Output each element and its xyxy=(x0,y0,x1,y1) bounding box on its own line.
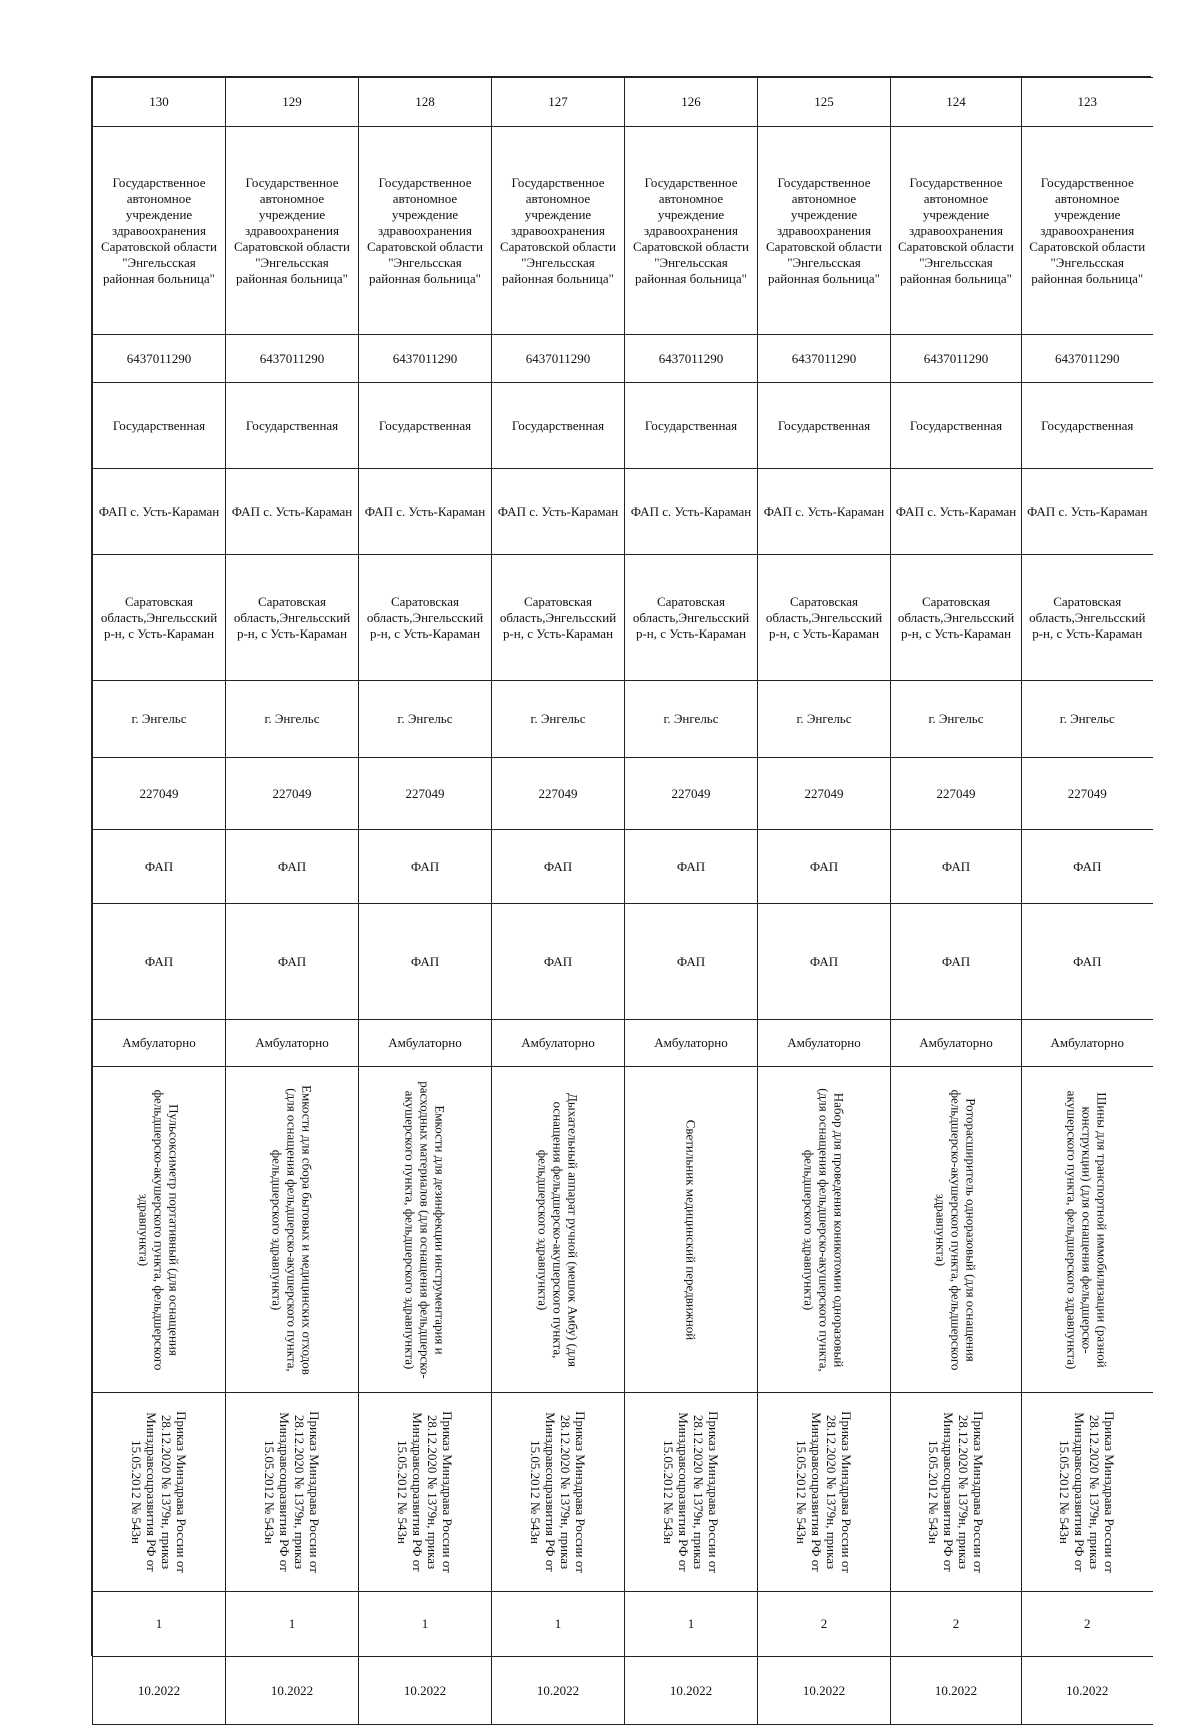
row-ownership-text: Государственная xyxy=(245,417,339,433)
row-unit-cell xyxy=(359,469,492,555)
row-date-cell xyxy=(1022,1657,1153,1725)
row-number-text: 127 xyxy=(548,94,568,109)
row-order-text: Приказ Минздрава России от 28.12.2020 № 1379н, приказ Минздравсоцразвития РФ от 15.05.2012 № 543н xyxy=(395,1411,455,1573)
row-date-cell xyxy=(93,1657,226,1725)
row-order-text: Приказ Минздрава России от 28.12.2020 № 1379н, приказ Минздравсоцразвития РФ от 15.05.2012 № 543н xyxy=(262,1411,322,1573)
row-date-text: 10.2022 xyxy=(137,1682,181,1698)
row-quantity-cell xyxy=(93,1592,226,1657)
row-city-text: г. Энгельс xyxy=(397,711,453,726)
row-ownership-cell xyxy=(93,383,226,469)
row-item-text: Шины для транспортной иммобилизации (разной конструкции) (для оснащения фельдшерско-акушерского пункта, фельдшерского здравпункта) xyxy=(1064,1090,1110,1369)
row-quantity-text: 1 xyxy=(421,1616,429,1631)
row-code-text: 227049 xyxy=(671,785,711,801)
row-ownership-text: Государственная xyxy=(112,417,206,433)
row-type-2-text: ФАП xyxy=(543,953,573,969)
row-quantity-cell xyxy=(758,1592,891,1657)
row-type-2-cell xyxy=(1022,904,1153,1020)
row-unit-text: ФАП с. Усть-Караман xyxy=(630,503,752,519)
row-type-2-cell xyxy=(758,904,891,1020)
row-organization-cell xyxy=(492,127,625,335)
row-order-text: Приказ Минздрава России от 28.12.2020 № 1379н, приказ Минздравсоцразвития РФ от 15.05.2012 № 543н xyxy=(661,1411,721,1573)
row-type-1-text: ФАП xyxy=(144,858,174,874)
row-number-cell xyxy=(1022,78,1153,127)
row-care-text: Амбулаторно xyxy=(787,1035,861,1050)
row-date xyxy=(93,1657,1153,1725)
row-care-text: Амбулаторно xyxy=(122,1035,196,1050)
row-code-text: 227049 xyxy=(1067,785,1107,801)
row-type-2-cell xyxy=(226,904,359,1020)
row-code-cell xyxy=(93,758,226,830)
row-item-cell xyxy=(226,1067,359,1393)
row-order-text: Приказ Минздрава России от 28.12.2020 № 1379н, приказ Минздравсоцразвития РФ от 15.05.2012 № 543н xyxy=(528,1411,588,1573)
row-number-text: 123 xyxy=(1077,94,1097,109)
row-organization-text: Государственное автономное учреждение здравоохранения Саратовской области "Энгельсская районная больница" xyxy=(765,174,883,286)
row-care-cell xyxy=(1022,1020,1153,1067)
row-item-cell xyxy=(1022,1067,1153,1393)
row-type-1-text: ФАП xyxy=(941,858,971,874)
row-address-cell xyxy=(226,555,359,681)
row-item-cell xyxy=(758,1067,891,1393)
row-city-text: г. Энгельс xyxy=(663,711,719,726)
row-inn-cell xyxy=(625,335,758,383)
row-type-2-cell xyxy=(492,904,625,1020)
row-city-text: г. Энгельс xyxy=(264,711,320,726)
row-type-2-text: ФАП xyxy=(676,953,706,969)
row-item-text: Емкости для сбора бытовых и медицинских отходов (для оснащения фельдшерско-акушерского пункта, фельдшерского здравпункта) xyxy=(269,1084,315,1375)
row-care-cell xyxy=(758,1020,891,1067)
row-organization-cell xyxy=(758,127,891,335)
row-order-cell xyxy=(891,1393,1022,1592)
row-care-text: Амбулаторно xyxy=(654,1035,728,1050)
row-date-cell xyxy=(492,1657,625,1725)
row-ownership-cell xyxy=(758,383,891,469)
row-quantity-cell xyxy=(359,1592,492,1657)
row-ownership-cell xyxy=(226,383,359,469)
row-ownership-cell xyxy=(625,383,758,469)
row-inn-cell xyxy=(492,335,625,383)
row-order-text: Приказ Минздрава России от 28.12.2020 № 1379н, приказ Минздравсоцразвития РФ от 15.05.2012 № 543н xyxy=(129,1411,189,1573)
row-order-cell xyxy=(1022,1393,1153,1592)
row-ownership-cell xyxy=(359,383,492,469)
row-number xyxy=(93,78,1153,127)
row-city-cell xyxy=(492,681,625,758)
row-inn-text: 6437011290 xyxy=(392,350,458,366)
row-type-2 xyxy=(93,904,1153,1020)
row-code-cell xyxy=(1022,758,1153,830)
row-address-text: Саратовская область,Энгельсский р-н, с Усть-Караман xyxy=(100,593,218,641)
row-address-text: Саратовская область,Энгельсский р-н, с Усть-Караман xyxy=(632,593,750,641)
row-inn-cell xyxy=(359,335,492,383)
row-quantity xyxy=(93,1592,1153,1657)
row-organization-text: Государственное автономное учреждение здравоохранения Саратовской области "Энгельсская районная больница" xyxy=(1029,174,1146,286)
row-unit-cell xyxy=(625,469,758,555)
row-type-2-text: ФАП xyxy=(277,953,307,969)
row-order-cell xyxy=(625,1393,758,1592)
row-organization-cell xyxy=(891,127,1022,335)
row-type-2-text: ФАП xyxy=(809,953,839,969)
row-address-cell xyxy=(492,555,625,681)
row-city-text: г. Энгельс xyxy=(1059,711,1115,726)
row-order-text: Приказ Минздрава России от 28.12.2020 № 1379н, приказ Минздравсоцразвития РФ от 15.05.2012 № 543н xyxy=(926,1411,986,1573)
row-item-text: Пульсоксиметр портативный (для оснащения фельдшерско-акушерского пункта, фельдшерского здравпункта) xyxy=(136,1089,182,1370)
row-care-text: Амбулаторно xyxy=(919,1035,993,1050)
row-inn-text: 6437011290 xyxy=(259,350,325,366)
row-unit-text: ФАП с. Усть-Караман xyxy=(763,503,885,519)
row-address-text: Саратовская область,Энгельсский р-н, с Усть-Караман xyxy=(765,593,883,641)
row-inn-text: 6437011290 xyxy=(126,350,192,366)
row-quantity-text: 2 xyxy=(1084,1616,1091,1631)
row-care xyxy=(93,1020,1153,1067)
row-type-1-cell xyxy=(492,830,625,904)
row-ownership-text: Государственная xyxy=(777,417,871,433)
row-date-text: 10.2022 xyxy=(536,1682,580,1698)
row-ownership-text: Государственная xyxy=(644,417,738,433)
row-unit-cell xyxy=(492,469,625,555)
row-code-cell xyxy=(359,758,492,830)
row-quantity-text: 1 xyxy=(155,1616,163,1631)
row-inn-text: 6437011290 xyxy=(1054,350,1120,366)
row-organization-text: Государственное автономное учреждение здравоохранения Саратовской области "Энгельсская районная больница" xyxy=(100,174,218,286)
row-item-cell xyxy=(359,1067,492,1393)
row-type-2-text: ФАП xyxy=(941,953,971,969)
row-inn-text: 6437011290 xyxy=(923,350,989,366)
row-code-text: 227049 xyxy=(936,785,976,801)
row-care-cell xyxy=(93,1020,226,1067)
row-unit-cell xyxy=(891,469,1022,555)
row-care-text: Амбулаторно xyxy=(255,1035,329,1050)
row-care-text: Амбулаторно xyxy=(521,1035,595,1050)
row-care-text: Амбулаторно xyxy=(1050,1035,1125,1050)
row-number-text: 130 xyxy=(149,94,169,109)
row-item-cell xyxy=(93,1067,226,1393)
row-order-text: Приказ Минздрава России от 28.12.2020 № 1379н, приказ Минздравсоцразвития РФ от 15.05.2012 № 543н xyxy=(1057,1411,1118,1573)
row-inn xyxy=(93,335,1153,383)
row-code-cell xyxy=(226,758,359,830)
row-organization-cell xyxy=(359,127,492,335)
row-number-cell xyxy=(492,78,625,127)
row-date-cell xyxy=(359,1657,492,1725)
row-inn-cell xyxy=(891,335,1022,383)
row-quantity-text: 2 xyxy=(820,1616,828,1631)
row-number-text: 126 xyxy=(681,94,701,109)
row-care-cell xyxy=(625,1020,758,1067)
row-date-text: 10.2022 xyxy=(934,1682,978,1698)
row-unit-text: ФАП с. Усть-Караман xyxy=(1026,503,1148,519)
row-inn-cell xyxy=(1022,335,1153,383)
row-city xyxy=(93,681,1153,758)
row-type-1 xyxy=(93,830,1153,904)
row-type-2-text: ФАП xyxy=(410,953,440,969)
row-ownership-text: Государственная xyxy=(1041,417,1134,433)
row-address-cell xyxy=(758,555,891,681)
row-number-cell xyxy=(359,78,492,127)
row-inn-text: 6437011290 xyxy=(525,350,591,366)
row-code-text: 227049 xyxy=(538,785,578,801)
row-organization-text: Государственное автономное учреждение здравоохранения Саратовской области "Энгельсская районная больница" xyxy=(233,174,351,286)
row-care-cell xyxy=(492,1020,625,1067)
row-type-1-text: ФАП xyxy=(543,858,573,874)
row-city-cell xyxy=(359,681,492,758)
row-number-cell xyxy=(226,78,359,127)
row-date-cell xyxy=(891,1657,1022,1725)
row-code-text: 227049 xyxy=(272,785,312,801)
row-organization-cell xyxy=(1022,127,1153,335)
row-ownership-text: Государственная xyxy=(909,417,1003,433)
row-city-cell xyxy=(93,681,226,758)
row-code-text: 227049 xyxy=(139,785,179,801)
row-order-text: Приказ Минздрава России от 28.12.2020 № 1379н, приказ Минздравсоцразвития РФ от 15.05.2012 № 543н xyxy=(794,1411,854,1573)
row-type-1-cell xyxy=(359,830,492,904)
row-item-cell xyxy=(625,1067,758,1393)
row-type-1-text: ФАП xyxy=(1073,858,1102,874)
row-address-text: Саратовская область,Энгельсский р-н, с Усть-Караман xyxy=(499,593,617,641)
row-quantity-cell xyxy=(226,1592,359,1657)
row-number-text: 129 xyxy=(282,94,302,109)
row-organization xyxy=(93,127,1153,335)
row-type-1-text: ФАП xyxy=(277,858,307,874)
row-organization-cell xyxy=(226,127,359,335)
row-item-text: Роторасширитель одноразовый (для оснащения фельдшерско-акушерского пункта, фельдшерского здравпункта) xyxy=(933,1089,979,1370)
row-code-cell xyxy=(891,758,1022,830)
document-sheet xyxy=(91,76,1151,1698)
row-ownership-cell xyxy=(1022,383,1153,469)
row-city-cell xyxy=(891,681,1022,758)
row-order-cell xyxy=(758,1393,891,1592)
row-date-text: 10.2022 xyxy=(403,1682,447,1698)
row-inn-text: 6437011290 xyxy=(791,350,857,366)
row-number-cell xyxy=(625,78,758,127)
row-quantity-text: 1 xyxy=(554,1616,562,1631)
row-order-cell xyxy=(492,1393,625,1592)
row-date-cell xyxy=(625,1657,758,1725)
row-number-cell xyxy=(93,78,226,127)
row-unit-text: ФАП с. Усть-Караман xyxy=(364,503,486,519)
row-order-cell xyxy=(93,1393,226,1592)
row-care-cell xyxy=(359,1020,492,1067)
row-care-text: Амбулаторно xyxy=(388,1035,462,1050)
row-quantity-text: 2 xyxy=(952,1616,960,1631)
row-address-cell xyxy=(93,555,226,681)
row-city-cell xyxy=(625,681,758,758)
row-address-cell xyxy=(891,555,1022,681)
row-number-text: 124 xyxy=(946,94,966,109)
row-number-text: 128 xyxy=(415,94,435,109)
row-quantity-cell xyxy=(1022,1592,1153,1657)
row-quantity-text: 1 xyxy=(288,1616,296,1631)
row-inn-text: 6437011290 xyxy=(658,350,724,366)
row-item-text: Светильник медицинский передвижной xyxy=(683,1119,699,1340)
row-quantity-cell xyxy=(492,1592,625,1657)
row-city-text: г. Энгельс xyxy=(131,711,187,726)
row-code-cell xyxy=(758,758,891,830)
row-city-cell xyxy=(758,681,891,758)
row-code-text: 227049 xyxy=(405,785,445,801)
row-code-cell xyxy=(492,758,625,830)
row-date-cell xyxy=(226,1657,359,1725)
row-date-text: 10.2022 xyxy=(1066,1682,1109,1698)
row-type-2-cell xyxy=(625,904,758,1020)
row-address-text: Саратовская область,Энгельсский р-н, с Усть-Караман xyxy=(1029,593,1146,641)
row-item-text: Емкости для дезинфекции инструментария и расходных материалов (для оснащения фельдшерско-акушерского пункта, фельдшерского здравпункта) xyxy=(402,1080,448,1379)
row-ownership-cell xyxy=(492,383,625,469)
row-unit-cell xyxy=(758,469,891,555)
row-city-text: г. Энгельс xyxy=(796,711,852,726)
row-type-2-text: ФАП xyxy=(144,953,174,969)
row-code-text: 227049 xyxy=(804,785,844,801)
row-address-cell xyxy=(1022,555,1153,681)
row-unit-text: ФАП с. Усть-Караман xyxy=(895,503,1017,519)
row-number-cell xyxy=(758,78,891,127)
row-item xyxy=(93,1067,1153,1393)
row-organization-cell xyxy=(625,127,758,335)
row-order-cell xyxy=(226,1393,359,1592)
row-quantity-cell xyxy=(625,1592,758,1657)
row-city-cell xyxy=(1022,681,1153,758)
row-ownership-cell xyxy=(891,383,1022,469)
row-care-cell xyxy=(891,1020,1022,1067)
row-date-text: 10.2022 xyxy=(669,1682,713,1698)
row-unit-text: ФАП с. Усть-Караман xyxy=(231,503,353,519)
row-number-cell xyxy=(891,78,1022,127)
row-address-text: Саратовская область,Энгельсский р-н, с Усть-Караман xyxy=(233,593,351,641)
row-item-text: Набор для проведения коникотомии одноразовый (для оснащения фельдшерско-акушерского пункта, фельдшерского здравпункта) xyxy=(801,1087,847,1372)
row-organization-text: Государственное автономное учреждение здравоохранения Саратовской области "Энгельсская районная больница" xyxy=(366,174,484,286)
row-unit-cell xyxy=(226,469,359,555)
row-unit xyxy=(93,469,1153,555)
row-care-cell xyxy=(226,1020,359,1067)
row-type-1-cell xyxy=(891,830,1022,904)
row-date-text: 10.2022 xyxy=(270,1682,314,1698)
row-type-1-cell xyxy=(226,830,359,904)
row-address-cell xyxy=(359,555,492,681)
row-inn-cell xyxy=(93,335,226,383)
row-type-1-text: ФАП xyxy=(809,858,839,874)
row-type-1-text: ФАП xyxy=(676,858,706,874)
row-type-2-cell xyxy=(891,904,1022,1020)
row-city-text: г. Энгельс xyxy=(928,711,984,726)
row-city-cell xyxy=(226,681,359,758)
row-unit-text: ФАП с. Усть-Караман xyxy=(497,503,619,519)
row-organization-cell xyxy=(93,127,226,335)
row-inn-cell xyxy=(758,335,891,383)
row-city-text: г. Энгельс xyxy=(530,711,586,726)
row-unit-cell xyxy=(93,469,226,555)
row-address-text: Саратовская область,Энгельсский р-н, с Усть-Караман xyxy=(897,593,1015,641)
row-type-1-cell xyxy=(758,830,891,904)
row-order-cell xyxy=(359,1393,492,1592)
row-type-2-cell xyxy=(93,904,226,1020)
row-ownership-text: Государственная xyxy=(511,417,605,433)
row-type-1-cell xyxy=(625,830,758,904)
row-organization-text: Государственное автономное учреждение здравоохранения Саратовской области "Энгельсская районная больница" xyxy=(897,174,1015,286)
row-order xyxy=(93,1393,1153,1592)
row-address xyxy=(93,555,1153,681)
row-item-cell xyxy=(492,1067,625,1393)
row-item-text: Дыхательный аппарат ручной (мешок Амбу) (для оснащения фельдшерско-акушерского пункта, фельдшерского здравпункта) xyxy=(535,1092,581,1367)
row-ownership xyxy=(93,383,1153,469)
row-item-cell xyxy=(891,1067,1022,1393)
row-type-2-cell xyxy=(359,904,492,1020)
row-quantity-text: 1 xyxy=(687,1616,695,1631)
row-inn-cell xyxy=(226,335,359,383)
row-unit-cell xyxy=(1022,469,1153,555)
row-code xyxy=(93,758,1153,830)
row-quantity-cell xyxy=(891,1592,1022,1657)
row-type-1-text: ФАП xyxy=(410,858,440,874)
row-unit-text: ФАП с. Усть-Караман xyxy=(98,503,220,519)
row-address-text: Саратовская область,Энгельсский р-н, с Усть-Караман xyxy=(366,593,484,641)
row-type-1-cell xyxy=(1022,830,1153,904)
row-address-cell xyxy=(625,555,758,681)
row-type-2-text: ФАП xyxy=(1073,953,1102,969)
row-number-text: 125 xyxy=(814,94,834,109)
equipment-table xyxy=(92,77,1153,1725)
row-date-cell xyxy=(758,1657,891,1725)
row-type-1-cell xyxy=(93,830,226,904)
row-date-text: 10.2022 xyxy=(802,1682,846,1698)
row-ownership-text: Государственная xyxy=(378,417,472,433)
row-organization-text: Государственное автономное учреждение здравоохранения Саратовской области "Энгельсская районная больница" xyxy=(632,174,750,286)
row-code-cell xyxy=(625,758,758,830)
row-organization-text: Государственное автономное учреждение здравоохранения Саратовской области "Энгельсская районная больница" xyxy=(499,174,617,286)
